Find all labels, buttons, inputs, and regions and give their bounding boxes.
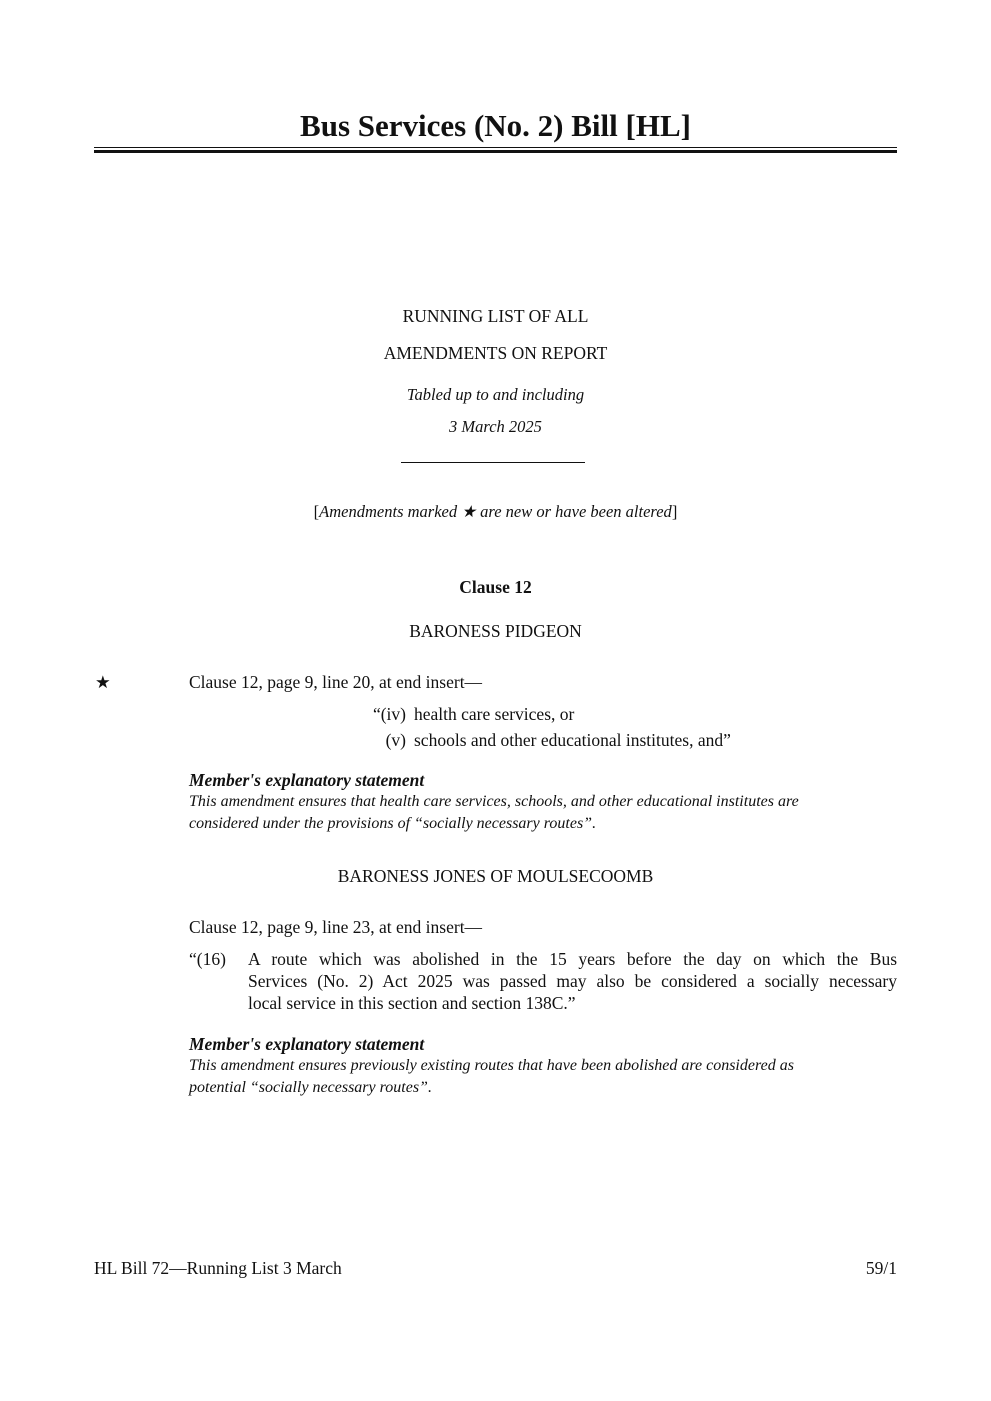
item-text: schools and other educational institutes, and” (414, 730, 731, 750)
footer-bill-ref: HL Bill 72—Running List 3 March (94, 1258, 342, 1278)
cover-line-1: RUNNING LIST OF ALL (402, 306, 589, 326)
amendment-instruction: Clause 12, page 9, line 20, at end insert— (189, 672, 483, 692)
statement-text: This amendment ensures previously existing routes that have been abolished are considered as (189, 1057, 794, 1074)
cover-line-2: AMENDMENTS ON REPORT (383, 343, 608, 363)
new-star-icon: ★ (95, 672, 111, 692)
note-text: Amendments marked ★ are new or have been altered (319, 502, 672, 521)
amendment-instruction: Clause 12, page 9, line 23, at end insert— (189, 917, 483, 937)
bill-title: Bus Services (No. 2) Bill [HL] (300, 108, 691, 143)
item-number: “(iv) (372, 704, 406, 724)
item-text: health care services, or (414, 704, 575, 724)
subsection-text: Services (No. 2) Act 2025 was passed may also be considered a socially necessary (248, 971, 897, 991)
bracket: [ (313, 502, 320, 521)
star-note (0, 501, 991, 523)
cover-divider (401, 462, 585, 463)
title-rule-thick (94, 150, 897, 153)
subsection-number: “(16) (189, 949, 226, 969)
clause-heading: Clause 12 (459, 577, 532, 597)
statement-heading: Member's explanatory statement (189, 1034, 425, 1054)
statement-text: potential “socially necessary routes”. (189, 1079, 432, 1096)
item-number: (v) (385, 730, 406, 750)
member-name: BARONESS PIDGEON (409, 621, 582, 641)
member-name: BARONESS JONES OF MOULSECOOMB (337, 866, 654, 886)
statement-heading: Member's explanatory statement (189, 770, 425, 790)
title-rule-thin (94, 147, 897, 148)
subsection-text: A route which was abolished in the 15 years before the day on which the Bus (248, 949, 897, 969)
bracket: ] (671, 502, 678, 521)
statement-text: considered under the provisions of “socially necessary routes”. (189, 815, 597, 832)
tabled-line-2: 3 March 2025 (449, 417, 542, 436)
statement-text: This amendment ensures that health care services, schools, and other educational institutes are (189, 793, 799, 810)
subsection-text: local service in this section and section 138C.” (248, 993, 576, 1013)
footer-page-number: 59/1 (865, 1258, 897, 1278)
tabled-line-1: Tabled up to and including (406, 385, 585, 404)
